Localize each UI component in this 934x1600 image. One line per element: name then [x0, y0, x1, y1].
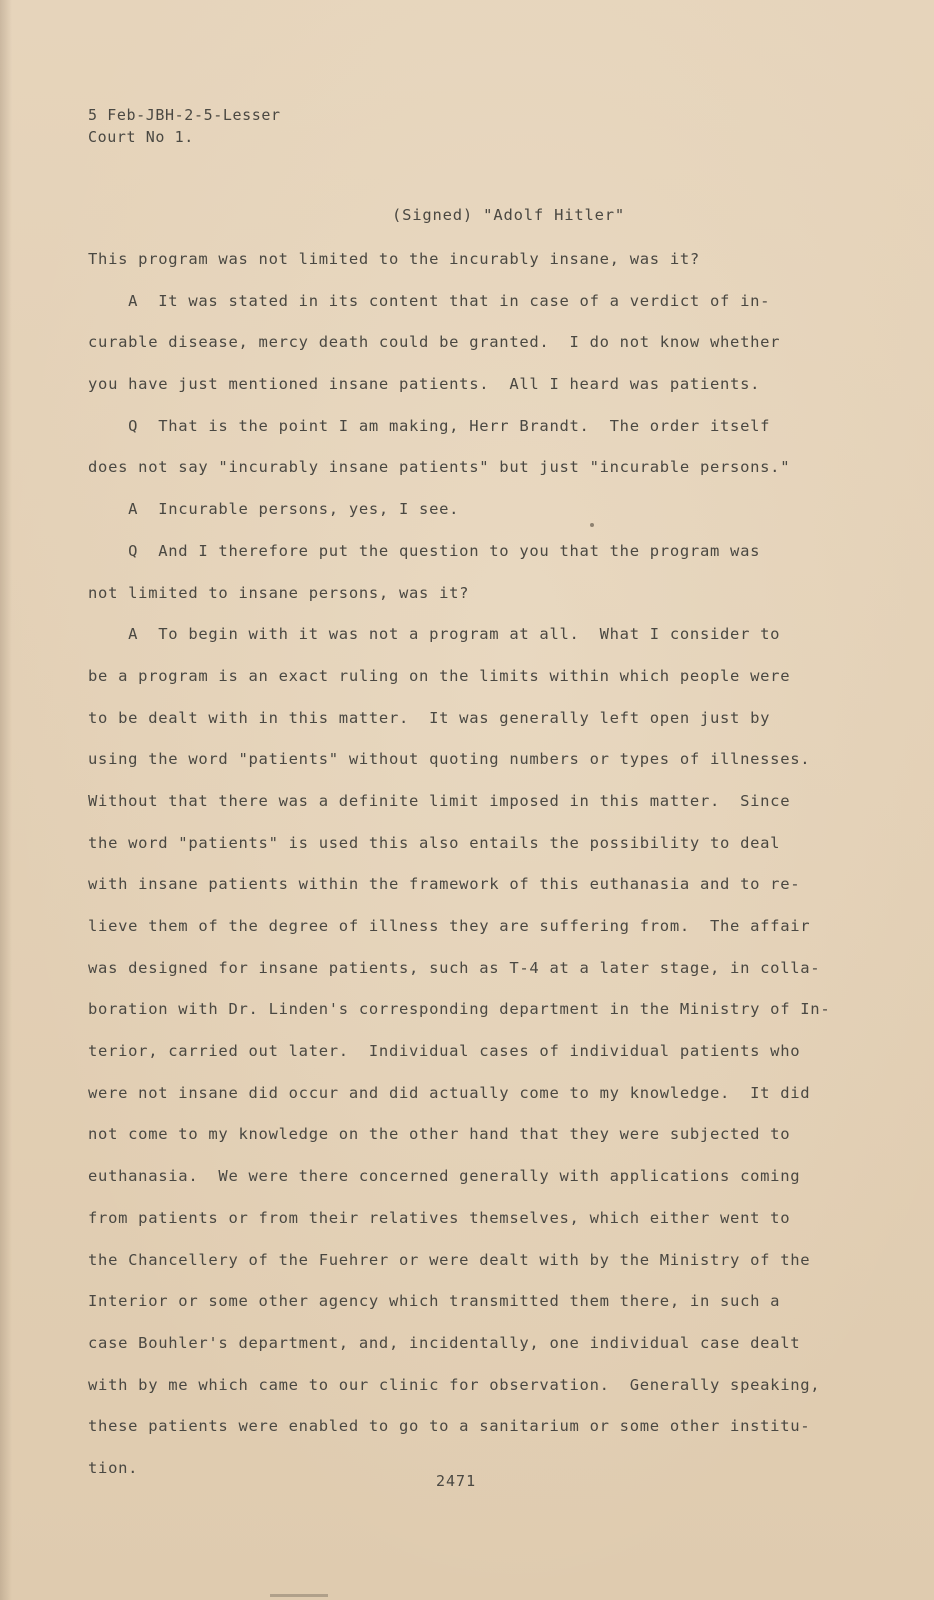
transcript-line: euthanasia. We were there concerned generally with applications coming	[88, 1167, 801, 1186]
transcript-line: you have just mentioned insane patients. All I heard was patients.	[88, 375, 761, 394]
transcript-line: with by me which came to our clinic for observation. Generally speaking,	[88, 1375, 821, 1394]
transcript-line: using the word "patients" without quoting numbers or types of illnesses.	[88, 750, 811, 769]
signature-line: (Signed) "Adolf Hitler"	[392, 206, 626, 224]
transcript-line: boration with Dr. Linden's corresponding department in the Ministry of In-	[88, 1000, 831, 1019]
transcript-line: with insane patients within the framework of this euthanasia and to re-	[88, 875, 801, 894]
transcript-line: tion.	[88, 1458, 139, 1477]
page-bottom-mark	[270, 1594, 328, 1597]
transcript-line: the Chancellery of the Fuehrer or were dealt with by the Ministry of the	[88, 1250, 811, 1269]
transcript-line: Q And I therefore put the question to you that the program was	[88, 541, 761, 560]
transcript-line: A To begin with it was not a program at all. What I consider to	[88, 625, 781, 644]
transcript-line: the word "patients" is used this also entails the possibility to deal	[88, 833, 781, 852]
transcript-line: not limited to insane persons, was it?	[88, 583, 470, 602]
transcript-line: Q That is the point I am making, Herr Brandt. The order itself	[88, 416, 771, 435]
page-number: 2471	[436, 1472, 477, 1490]
transcript-line: A Incurable persons, yes, I see.	[88, 500, 460, 519]
transcript-line: does not say "incurably insane patients" but just "incurable persons."	[88, 458, 791, 477]
transcript-line: these patients were enabled to go to a sanitarium or some other institu-	[88, 1417, 811, 1436]
transcript-line: This program was not limited to the incurably insane, was it?	[88, 250, 700, 268]
transcript-line: A It was stated in its content that in case of a verdict of in-	[88, 291, 771, 310]
transcript-line: be a program is an exact ruling on the limits within which people were	[88, 666, 791, 685]
header-reference: 5 Feb-JBH-2-5-Lesser	[88, 106, 281, 124]
transcript-line: lieve them of the degree of illness they are suffering from. The affair	[88, 917, 811, 935]
transcript-line: from patients or from their relatives themselves, which either went to	[88, 1208, 791, 1227]
header-court: Court No 1.	[88, 128, 194, 146]
document-header	[88, 104, 281, 148]
transcript-line: Interior or some other agency which transmitted them there, in such a	[88, 1292, 781, 1311]
transcript-line: terior, carried out later. Individual cases of individual patients who	[88, 1042, 801, 1061]
ink-speck	[590, 523, 594, 527]
transcript-line: were not insane did occur and did actually come to my knowledge. It did	[88, 1083, 811, 1102]
transcript-line: curable disease, mercy death could be granted. I do not know whether	[88, 333, 781, 352]
transcript-line: to be dealt with in this matter. It was generally left open just by	[88, 708, 771, 727]
transcript-line: case Bouhler's department, and, incidentally, one individual case dealt	[88, 1333, 801, 1352]
transcript-line: not come to my knowledge on the other hand that they were subjected to	[88, 1125, 791, 1144]
transcript-line: Without that there was a definite limit imposed in this matter. Since	[88, 791, 791, 810]
transcript-line: was designed for insane patients, such as T-4 at a later stage, in colla-	[88, 958, 821, 977]
page-edge-shadow	[0, 0, 12, 1600]
transcript-body	[88, 247, 848, 1498]
